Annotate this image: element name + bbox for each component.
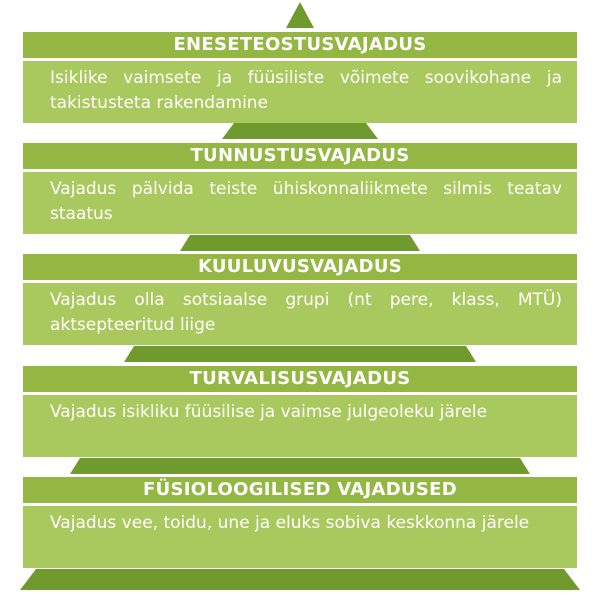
level-title: KUULUVUSVAJADUS <box>23 254 577 280</box>
level-description: Vajadus pälvida teiste ühiskonnaliikmete silmis teatav staatus <box>23 172 577 234</box>
pyramid-step-4 <box>70 458 530 474</box>
level-description: Vajadus isikliku füüsilise ja vaimse julgeoleku järele <box>23 395 577 457</box>
level-title: ENESETEOSTUSVAJADUS <box>23 32 577 58</box>
level-description: Vajadus olla sotsiaalse grupi (nt pere, klass, MTÜ) aktsepteeritud liige <box>23 283 577 345</box>
level-title: FÜSIOLOOGILISED VAJADUSED <box>23 477 577 503</box>
level-title: TURVALISUSVAJADUS <box>23 366 577 392</box>
level-safety <box>23 366 577 457</box>
pyramid-step-2 <box>180 235 420 251</box>
pyramid-step-1 <box>222 123 378 139</box>
pyramid-step-3 <box>124 346 476 362</box>
level-description: Vajadus vee, toidu, une ja eluks sobiva keskkonna järele <box>23 506 577 568</box>
level-title: TUNNUSTUSVAJADUS <box>23 143 577 169</box>
pyramid-apex <box>286 2 314 28</box>
level-esteem <box>23 143 577 234</box>
level-belonging <box>23 254 577 345</box>
level-self-actualization <box>23 32 577 123</box>
pyramid-base <box>20 569 580 590</box>
level-description: Isiklike vaimsete ja füüsiliste võimete soovikohane ja takistusteta rakendamine <box>23 61 577 123</box>
level-physiological <box>23 477 577 568</box>
